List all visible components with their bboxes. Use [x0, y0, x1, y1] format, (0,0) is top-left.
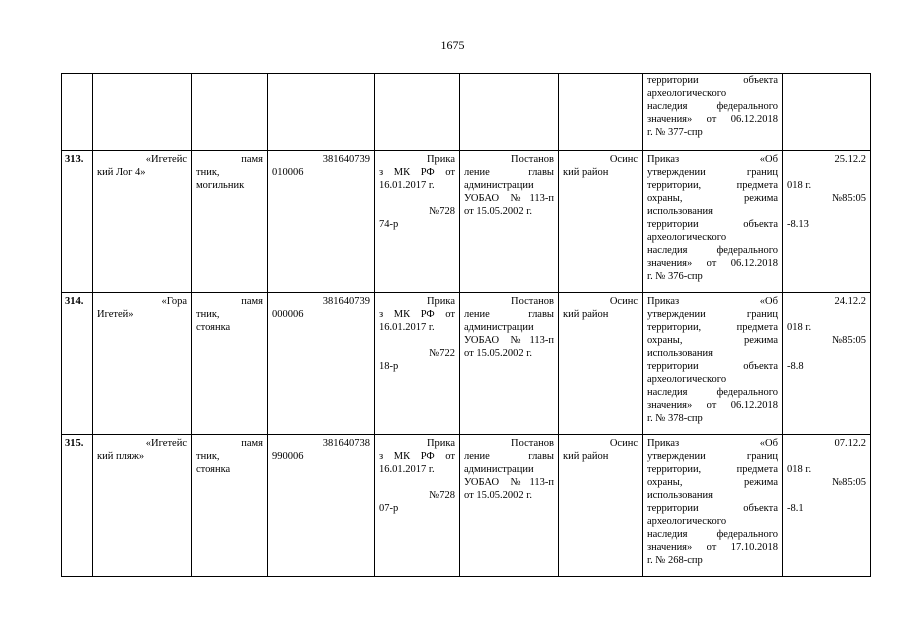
doc-line: Приказ «Об	[647, 296, 778, 307]
type-line: стоянка	[196, 322, 231, 333]
cell-district	[559, 293, 643, 435]
doc-line: наследия федерального	[647, 529, 778, 540]
page-number: 1675	[440, 38, 465, 52]
cell-num	[62, 74, 93, 151]
line-gap	[787, 450, 866, 463]
doc-line: охраны, режима	[647, 477, 778, 488]
date-line: 018 г.	[787, 180, 812, 191]
cell-name	[93, 74, 192, 151]
date-line: 018 г.	[787, 322, 812, 333]
doc-line: утверждении границ	[647, 451, 778, 462]
date-line: -8.13	[787, 219, 809, 230]
order-mk-line: з МК РФ от	[379, 167, 455, 178]
cell-protection-doc	[643, 435, 783, 577]
decree-line: УОБАО №113-п	[464, 193, 554, 204]
district-line: кий район	[563, 451, 609, 462]
cell-protection-doc	[643, 74, 783, 151]
type-line: тник,	[196, 451, 220, 462]
decree-line: Постанов	[511, 296, 554, 307]
doc-line: г. № 377-спр	[647, 127, 703, 138]
type-line: тник,	[196, 167, 220, 178]
reg-line: 381640739	[322, 296, 370, 307]
decree-line: от 15.05.2002 г.	[464, 348, 532, 359]
order-mk-line: №728	[429, 206, 455, 217]
doc-line: охраны, режима	[647, 193, 778, 204]
line-gap	[787, 205, 866, 218]
order-mk-line: з МК РФ от	[379, 309, 455, 320]
decree-line: Постанов	[511, 154, 554, 165]
cell-type	[192, 74, 268, 151]
order-mk-line: 16.01.2017 г.	[379, 180, 435, 191]
district-line: кий район	[563, 167, 609, 178]
doc-line: охраны, режима	[647, 335, 778, 346]
cell-date	[783, 435, 871, 577]
line-gap	[787, 308, 866, 321]
cell-decree	[460, 151, 559, 293]
doc-line: Приказ «Об	[647, 438, 778, 449]
cell-type	[192, 151, 268, 293]
order-mk-line: №722	[429, 348, 455, 359]
reg-line: 381640738	[322, 438, 370, 449]
district-line: Осинс	[609, 438, 638, 449]
order-mk-line: 74-р	[379, 219, 399, 230]
decree-line: ление главы	[464, 167, 554, 178]
type-line: памя	[241, 438, 263, 449]
monuments-table	[61, 73, 871, 577]
cell-reg-number	[268, 74, 375, 151]
date-line: 24.12.2	[834, 296, 866, 307]
decree-line: администрации	[464, 180, 534, 191]
order-mk-line: 18-р	[379, 361, 399, 372]
cell-date	[783, 293, 871, 435]
cell-num: 315.	[62, 435, 93, 577]
order-mk-line: 07-р	[379, 503, 399, 514]
doc-line: археологического	[647, 374, 727, 385]
doc-line: территории, предмета	[647, 322, 778, 333]
district-line: Осинс	[609, 154, 638, 165]
order-mk-line: №728	[429, 490, 455, 501]
decree-line: УОБАО №113-п	[464, 335, 554, 346]
cell-protection-doc	[643, 151, 783, 293]
table-row	[62, 435, 871, 577]
cell-type	[192, 293, 268, 435]
decree-line: УОБАО №113-п	[464, 477, 554, 488]
doc-line: наследия федерального	[647, 101, 778, 112]
cell-name	[93, 151, 192, 293]
order-mk-line: 16.01.2017 г.	[379, 322, 435, 333]
doc-line: значения» от 06.12.2018	[647, 400, 778, 411]
cell-reg-number	[268, 435, 375, 577]
type-line: памя	[241, 154, 263, 165]
order-mk-line: Прика	[426, 438, 455, 449]
date-line: 25.12.2	[834, 154, 866, 165]
type-line: стоянка	[196, 464, 231, 475]
cell-district	[559, 151, 643, 293]
district-line: Осинс	[609, 296, 638, 307]
type-line: тник,	[196, 309, 220, 320]
doc-line: использования	[647, 206, 713, 217]
date-line: №85:05	[832, 335, 866, 346]
doc-line: территории объекта	[647, 219, 778, 230]
cell-date	[783, 151, 871, 293]
cell-num: 313.	[62, 151, 93, 293]
cell-order-mk	[375, 151, 460, 293]
decree-line: от 15.05.2002 г.	[464, 490, 532, 501]
doc-line: утверждении границ	[647, 309, 778, 320]
order-mk-line: Прика	[426, 296, 455, 307]
cell-name	[93, 435, 192, 577]
decree-line: администрации	[464, 322, 534, 333]
doc-line: археологического	[647, 88, 727, 99]
doc-line: использования	[647, 490, 713, 501]
doc-line: наследия федерального	[647, 387, 778, 398]
doc-line: значения» от 06.12.2018	[647, 258, 778, 269]
reg-line: 010006	[272, 167, 304, 178]
order-mk-line: 16.01.2017 г.	[379, 464, 435, 475]
reg-line: 000006	[272, 309, 304, 320]
doc-line: территории объекта	[647, 503, 778, 514]
cell-order-mk	[375, 435, 460, 577]
date-line: 07.12.2	[834, 438, 866, 449]
date-line: 018 г.	[787, 464, 812, 475]
name-line: кий пляж»	[97, 451, 145, 462]
table-row-continuation	[62, 74, 871, 151]
doc-line: Приказ «Об	[647, 154, 778, 165]
cell-district	[559, 435, 643, 577]
decree-line: ление главы	[464, 309, 554, 320]
doc-line: территории объекта	[647, 361, 778, 372]
name-line: «Гора	[161, 296, 187, 307]
line-gap	[379, 334, 455, 347]
type-line: могильник	[196, 180, 245, 191]
doc-line: наследия федерального	[647, 245, 778, 256]
name-line: «Игетейс	[145, 154, 187, 165]
doc-line: г. № 376-спр	[647, 271, 703, 282]
line-gap	[379, 192, 455, 205]
line-gap	[379, 476, 455, 489]
doc-line: г. № 378-спр	[647, 413, 703, 424]
cell-name	[93, 293, 192, 435]
date-line: -8.1	[787, 503, 804, 514]
doc-line: значения» от 17.10.2018	[647, 542, 778, 553]
doc-line: утверждении границ	[647, 167, 778, 178]
cell-num: 314.	[62, 293, 93, 435]
name-line: Игетей»	[97, 309, 134, 320]
cell-type	[192, 435, 268, 577]
cell-district	[559, 74, 643, 151]
doc-line: территории, предмета	[647, 180, 778, 191]
cell-date	[783, 74, 871, 151]
name-line: кий Лог 4»	[97, 167, 146, 178]
date-line: №85:05	[832, 477, 866, 488]
decree-line: ление главы	[464, 451, 554, 462]
type-line: памя	[241, 296, 263, 307]
doc-line: археологического	[647, 516, 727, 527]
cell-order-mk	[375, 74, 460, 151]
order-mk-line: з МК РФ от	[379, 451, 455, 462]
table-row	[62, 293, 871, 435]
reg-line: 990006	[272, 451, 304, 462]
date-line: №85:05	[832, 193, 866, 204]
line-gap	[787, 166, 866, 179]
doc-line: значения» от 06.12.2018	[647, 114, 778, 125]
cell-reg-number	[268, 293, 375, 435]
decree-line: от 15.05.2002 г.	[464, 206, 532, 217]
cell-protection-doc	[643, 293, 783, 435]
cell-decree	[460, 435, 559, 577]
name-line: «Игетейс	[145, 438, 187, 449]
order-mk-line: Прика	[426, 154, 455, 165]
cell-reg-number	[268, 151, 375, 293]
date-line: -8.8	[787, 361, 804, 372]
reg-line: 381640739	[322, 154, 370, 165]
doc-line: территории, предмета	[647, 464, 778, 475]
line-gap	[787, 489, 866, 502]
doc-line: г. № 268-спр	[647, 555, 703, 566]
decree-line: Постанов	[511, 438, 554, 449]
cell-decree	[460, 293, 559, 435]
table-row	[62, 151, 871, 293]
cell-decree	[460, 74, 559, 151]
doc-line: археологического	[647, 232, 727, 243]
doc-line: использования	[647, 348, 713, 359]
district-line: кий район	[563, 309, 609, 320]
cell-order-mk	[375, 293, 460, 435]
line-gap	[787, 347, 866, 360]
doc-line: территории объекта	[647, 75, 778, 86]
decree-line: администрации	[464, 464, 534, 475]
